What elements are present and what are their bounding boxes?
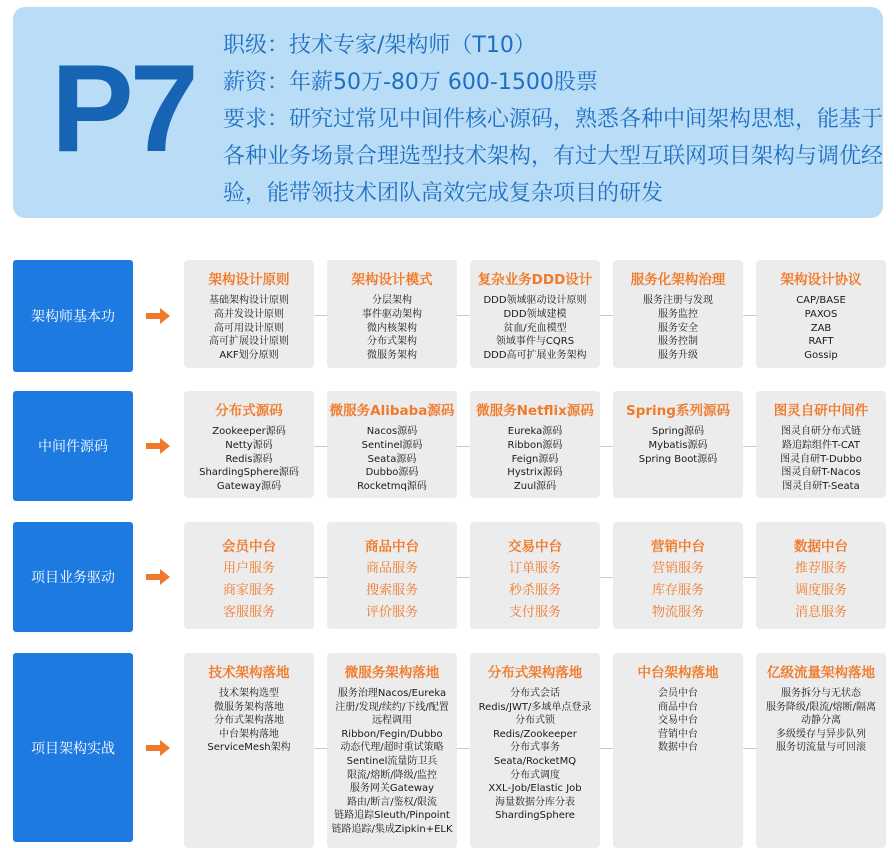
card-item: Zookeeper源码 — [212, 426, 286, 437]
card-item: 订单服务 — [508, 561, 561, 576]
card-item: Spring Boot源码 — [638, 453, 718, 465]
card-title: Spring系列源码 — [626, 403, 730, 419]
card-item: 基础架构设计原则 — [209, 295, 289, 306]
topic-card — [613, 653, 743, 848]
card-item: Seata/RocketMQ — [493, 755, 577, 767]
card-item: Sentinel源码 — [361, 439, 423, 451]
card-item: Eureka源码 — [507, 426, 563, 437]
card-title: 微服务Alibaba源码 — [329, 403, 455, 419]
card-item-list — [613, 687, 743, 755]
card-item: 多级缓存与异步队列 — [776, 728, 866, 740]
topic-card — [184, 522, 314, 629]
topic-card — [184, 260, 314, 368]
arrow-right-icon — [146, 569, 170, 585]
card-item: 搜索服务 — [365, 583, 418, 598]
card-item: 客服服务 — [222, 605, 275, 620]
card-item: 服务治理Nacos/Eureka — [337, 688, 447, 699]
card-item: Redis/Zookeeper — [493, 728, 577, 740]
card-item: Rocketmq源码 — [357, 481, 427, 493]
row-label: 项目架构实战 — [13, 653, 133, 842]
card-item: 推荐服务 — [794, 561, 847, 576]
topic-card — [327, 522, 457, 629]
card-item: Spring源码 — [651, 426, 705, 437]
requirement-text: 要求：研究过常见中间件核心源码，熟悉各种中间架构思想，能基于各种业务场景合理选型技术架构，有过大型互联网项目架构与调优经验，能带领技术团队高效完成复杂项目的研发 — [223, 107, 884, 206]
topic-card — [613, 391, 743, 498]
card-title: 中台架构落地 — [637, 665, 719, 681]
row-label: 中间件源码 — [13, 391, 133, 501]
card-item: 限流/熔断/降级/监控 — [346, 769, 438, 781]
row-label: 项目业务驱动 — [13, 522, 133, 632]
card-item-list — [327, 558, 457, 624]
card-title: 架构设计模式 — [351, 272, 433, 288]
card-item: CAP/BASE — [796, 295, 846, 306]
card-item: 商品中台 — [658, 701, 698, 713]
card-connector — [600, 315, 613, 316]
card-item: 商家服务 — [222, 583, 275, 598]
card-item: Nacos源码 — [366, 426, 418, 437]
card-item: Gossip — [804, 350, 838, 362]
card-item: 动态代理/超时重试策略 — [340, 742, 444, 754]
card-item: 图灵自研分布式链 — [781, 426, 861, 437]
card-item-list — [184, 294, 314, 363]
card-item: 调度服务 — [794, 583, 847, 598]
card-item: Ribbon源码 — [507, 439, 563, 451]
topic-card — [613, 522, 743, 629]
card-item: ShardingSphere源码 — [199, 467, 299, 479]
card-item: 高并发设计原则 — [214, 308, 284, 320]
card-item: 分布式架构 — [367, 336, 417, 348]
card-item: 技术架构选型 — [219, 688, 279, 699]
card-item: 海量数据分库分表 — [495, 796, 575, 808]
card-connector — [743, 748, 756, 749]
card-item: 路由/断言/鉴权/限流 — [346, 796, 438, 808]
card-item: 微服务架构 — [367, 350, 417, 362]
topic-card — [756, 391, 886, 498]
arrow-right-icon — [146, 308, 170, 324]
card-item: PAXOS — [804, 308, 838, 320]
topic-card — [327, 653, 457, 848]
card-item: 图灵自研T-Nacos — [781, 467, 861, 479]
card-connector — [743, 446, 756, 447]
card-item: 分布式架构落地 — [214, 715, 284, 727]
card-item: 服务切流量与可回滚 — [776, 742, 866, 754]
card-connector — [314, 577, 327, 578]
level-badge: P7 — [51, 40, 195, 178]
card-item: 服务安全 — [658, 322, 698, 334]
card-title: 图灵自研中间件 — [773, 403, 869, 419]
card-item: AKF划分原则 — [219, 350, 279, 362]
card-title: 分布式源码 — [215, 403, 283, 419]
card-item: Feign源码 — [511, 453, 559, 465]
card-item-list — [327, 425, 457, 494]
card-item: 高可用设计原则 — [214, 322, 284, 334]
card-connector — [600, 446, 613, 447]
card-title: 商品中台 — [365, 539, 419, 555]
card-item: 分层架构 — [372, 295, 412, 306]
card-item: Redis/JWT/多域单点登录 — [478, 701, 592, 713]
card-item: 分布式锁 — [515, 715, 555, 727]
card-item-list — [613, 425, 743, 466]
card-title: 分布式架构落地 — [487, 665, 583, 681]
card-item: 服务升级 — [658, 350, 698, 362]
card-item: 用户服务 — [222, 561, 275, 576]
card-item: 秒杀服务 — [508, 583, 561, 598]
card-item: 支付服务 — [508, 605, 561, 620]
card-title: 微服务Netflix源码 — [476, 403, 594, 419]
card-item: Dubbo源码 — [365, 467, 419, 479]
card-item: 链路追踪/集成Zipkin+ELK — [331, 823, 453, 835]
card-item: 库存服务 — [651, 583, 704, 598]
card-item: 中台架构落地 — [219, 728, 279, 740]
card-item-list — [327, 294, 457, 363]
header-banner — [13, 7, 883, 218]
card-item: Seata源码 — [367, 453, 417, 465]
topic-card — [756, 522, 886, 629]
header-text — [223, 27, 883, 212]
card-item-list — [756, 294, 886, 363]
card-item: 会员中台 — [658, 688, 698, 699]
card-item-list — [184, 425, 314, 494]
arrow-right-icon — [146, 438, 170, 454]
card-item: 图灵自研T-Dubbo — [780, 453, 862, 465]
level-text: 职级：技术专家/架构师（T10） — [223, 33, 536, 58]
topic-card — [756, 653, 886, 848]
card-item: ShardingSphere — [495, 810, 575, 822]
card-item: 物流服务 — [651, 605, 704, 620]
card-connector — [743, 577, 756, 578]
card-title: 营销中台 — [651, 539, 705, 555]
card-title: 技术架构落地 — [208, 665, 290, 681]
card-item: 图灵自研T-Seata — [782, 481, 860, 493]
card-item: DDD领域驱动设计原则 — [483, 295, 587, 306]
card-connector — [600, 577, 613, 578]
card-item-list — [613, 294, 743, 363]
card-item: XXL-Job/Elastic Job — [488, 783, 582, 795]
card-connector — [314, 446, 327, 447]
topic-card — [327, 260, 457, 368]
card-item-list — [470, 425, 600, 494]
card-connector — [457, 577, 470, 578]
card-item-list — [470, 687, 600, 823]
card-title: 架构设计原则 — [208, 272, 290, 288]
card-item-list — [756, 558, 886, 624]
card-item: 贫血/充血模型 — [503, 322, 567, 334]
card-item: 交易中台 — [658, 715, 698, 727]
card-connector — [314, 315, 327, 316]
card-item: ServiceMesh架构 — [207, 742, 291, 754]
card-title: 架构设计协议 — [780, 272, 862, 288]
topic-card — [327, 391, 457, 498]
card-title: 数据中台 — [794, 539, 848, 555]
card-title: 交易中台 — [508, 539, 562, 555]
topic-card — [470, 653, 600, 848]
card-item: 评价服务 — [365, 605, 418, 620]
card-connector — [457, 446, 470, 447]
card-item: 领域事件与CQRS — [495, 336, 575, 348]
card-item: 数据中台 — [658, 742, 698, 754]
card-item-list — [184, 687, 314, 755]
card-item: Zuul源码 — [513, 481, 557, 493]
card-connector — [600, 748, 613, 749]
topic-card — [613, 260, 743, 368]
card-item: 消息服务 — [794, 605, 847, 620]
card-item: Netty源码 — [225, 439, 273, 451]
card-connector — [314, 748, 327, 749]
card-item-list — [327, 687, 457, 837]
topic-card — [756, 260, 886, 368]
card-item: 微内核架构 — [367, 322, 417, 334]
card-item: 动静分离 — [801, 715, 841, 727]
row-label: 架构师基本功 — [13, 260, 133, 372]
salary-text: 薪资：年薪50万-80万 600-1500股票 — [223, 70, 598, 95]
card-item: 分布式会话 — [510, 688, 560, 699]
card-title: 微服务架构落地 — [344, 665, 440, 681]
card-item: RAFT — [808, 336, 834, 348]
card-item: 营销服务 — [651, 561, 704, 576]
card-title: 亿级流量架构落地 — [767, 665, 875, 681]
topic-card — [470, 391, 600, 498]
card-item: Mybatis源码 — [648, 439, 708, 451]
card-item: 分布式调度 — [510, 769, 560, 781]
card-item: Sentinel流量防卫兵 — [346, 755, 438, 767]
card-item: 营销中台 — [658, 728, 698, 740]
card-item: Ribbon/Fegin/Dubbo — [341, 728, 443, 740]
card-title: 会员中台 — [222, 539, 276, 555]
card-item: 商品服务 — [365, 561, 418, 576]
card-item: 服务拆分与无状态 — [781, 688, 861, 699]
card-item: 高可扩展设计原则 — [209, 336, 289, 348]
card-item: DDD高可扩展业务架构 — [483, 350, 587, 362]
card-item: 远程调用 — [372, 715, 412, 727]
topic-card — [470, 260, 600, 368]
card-connector — [457, 748, 470, 749]
card-item: 事件驱动架构 — [362, 308, 422, 320]
card-item-list — [613, 558, 743, 624]
card-item: ZAB — [810, 322, 832, 334]
topic-card — [184, 391, 314, 498]
arrow-right-icon — [146, 740, 170, 756]
card-item: 分布式事务 — [510, 742, 560, 754]
card-item: Redis源码 — [225, 453, 273, 465]
card-connector — [457, 315, 470, 316]
card-item-list — [470, 294, 600, 363]
card-title: 服务化架构治理 — [630, 272, 726, 288]
card-item: Gateway源码 — [216, 481, 282, 493]
card-item: 路追踪组件T-CAT — [782, 439, 860, 451]
card-item: Hystrix源码 — [507, 467, 563, 479]
card-item: 服务控制 — [658, 336, 698, 348]
card-item-list — [756, 687, 886, 755]
topic-card — [470, 522, 600, 629]
card-item: 服务监控 — [658, 308, 698, 320]
card-item: 服务注册与发现 — [643, 295, 713, 306]
card-item-list — [184, 558, 314, 624]
card-connector — [743, 315, 756, 316]
card-item: 服务网关Gateway — [349, 783, 435, 795]
card-title: 复杂业务DDD设计 — [477, 272, 593, 288]
card-item-list — [756, 425, 886, 494]
card-item: 服务降级/限流/熔断/隔离 — [765, 701, 877, 713]
card-item: DDD领域建模 — [503, 308, 567, 320]
card-item: 微服务架构落地 — [214, 701, 284, 713]
topic-card — [184, 653, 314, 848]
card-item: 链路追踪Sleuth/Pinpoint — [334, 810, 450, 822]
card-item: 注册/发现/续约/下线/配置 — [335, 701, 449, 713]
card-item-list — [470, 558, 600, 624]
